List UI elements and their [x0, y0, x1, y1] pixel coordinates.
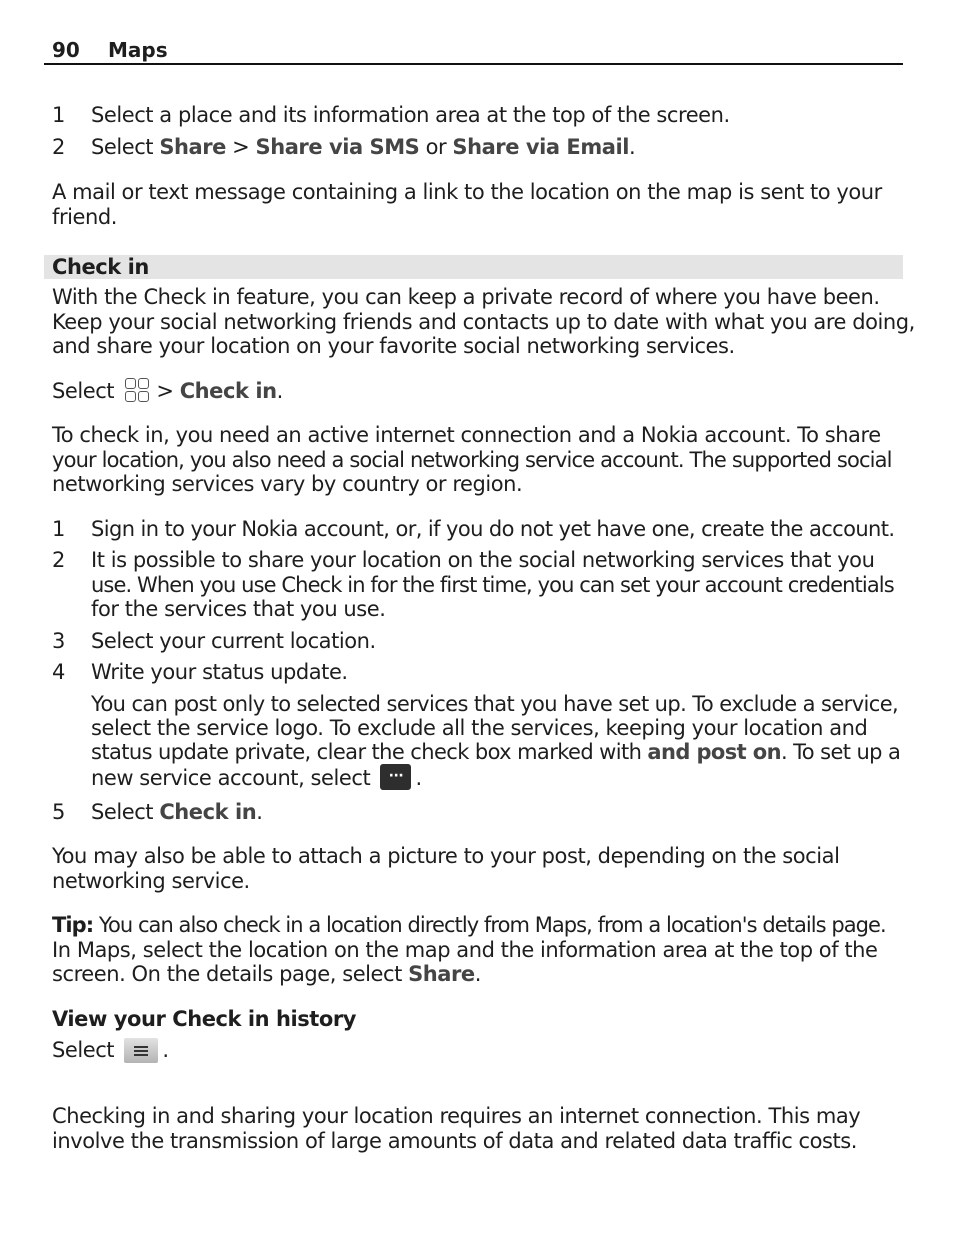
subsection-heading: View your Check in history — [52, 1007, 357, 1031]
section-title: Maps — [108, 38, 168, 62]
select-history-line: Select . — [52, 1038, 169, 1062]
step-text: Write your status update. — [91, 660, 348, 684]
paragraph-line: and share your location on your favorite social networking services. — [52, 334, 735, 358]
paragraph-line: You may also be able to attach a picture to your post, depending on the social — [52, 844, 840, 868]
paragraph-line: Checking in and sharing your location requires an internet connection. This may — [52, 1104, 861, 1128]
step-number: 5 — [52, 800, 66, 824]
step-number: 1 — [52, 517, 66, 541]
paragraph-line: Keep your social networking friends and contacts up to date with what you are doing, — [52, 310, 915, 334]
paragraph-line: networking service. — [52, 869, 250, 893]
paragraph-line: A mail or text message containing a link to the location on the map is sent to your — [52, 180, 882, 204]
step-subtext: You can post only to selected services that you have set up. To exclude a service, — [91, 692, 899, 716]
paragraph-line: To check in, you need an active internet connection and a Nokia account. To share — [52, 423, 881, 447]
step-subtext: new service account, select ··· . — [91, 766, 422, 790]
step-number: 1 — [52, 103, 66, 127]
more-options-icon: ··· — [380, 764, 411, 790]
paragraph-line: networking services vary by country or region. — [52, 472, 523, 496]
step-number: 2 — [52, 135, 66, 159]
step-text: Sign in to your Nokia account, or, if you do not yet have one, create the account. — [91, 517, 895, 541]
tip-line: Tip: You can also check in a location directly from Maps, from a location's details page. — [52, 913, 886, 937]
section-heading-bar — [44, 255, 903, 279]
step-number: 3 — [52, 629, 66, 653]
page-number: 90 — [52, 38, 80, 62]
step-text: It is possible to share your location on the social networking services that you — [91, 548, 875, 572]
step-text: Select a place and its information area at the top of the screen. — [91, 103, 730, 127]
tip-label: Tip: — [52, 913, 94, 937]
paragraph-line: With the Check in feature, you can keep a private record of where you have been. — [52, 285, 880, 309]
step-number: 4 — [52, 660, 66, 684]
apps-grid-icon — [124, 377, 150, 403]
tip-line: screen. On the details page, select Share. — [52, 962, 481, 986]
paragraph-line: involve the transmission of large amounts of data and related data traffic costs. — [52, 1129, 858, 1153]
select-checkin-line: Select > Check in. — [52, 379, 283, 403]
section-heading: Check in — [52, 255, 149, 279]
step-text: Select Share > Share via SMS or Share via Email. — [91, 135, 636, 159]
step-text: Select Check in. — [91, 800, 263, 824]
step-subtext: status update private, clear the check box marked with and post on. To set up a — [91, 740, 901, 764]
list-menu-icon — [124, 1038, 158, 1063]
page-header — [44, 36, 903, 65]
step-text: use. When you use Check in for the first time, you can set your account credentials — [91, 573, 894, 597]
step-number: 2 — [52, 548, 66, 572]
paragraph-line: your location, you also need a social networking service account. The supported social — [52, 448, 892, 472]
step-text: Select your current location. — [91, 629, 376, 653]
step-subtext: select the service logo. To exclude all the services, keeping your location and — [91, 716, 868, 740]
tip-line: In Maps, select the location on the map and the information area at the top of the — [52, 938, 878, 962]
step-text: for the services that you use. — [91, 597, 386, 621]
paragraph-line: friend. — [52, 205, 117, 229]
